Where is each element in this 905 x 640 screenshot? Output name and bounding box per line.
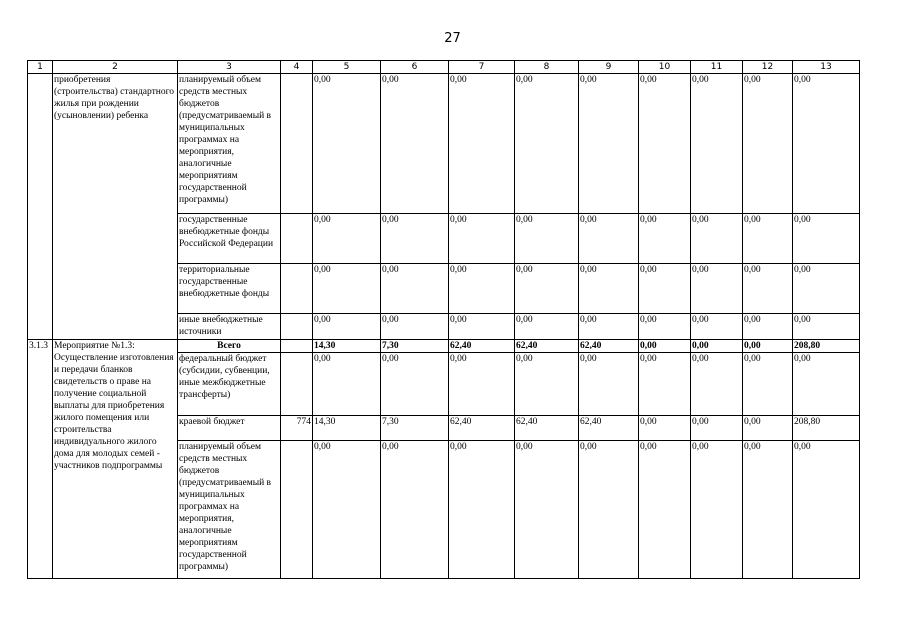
value-cell: 0,00 <box>579 441 639 579</box>
value-cell: 0,00 <box>515 314 579 340</box>
funding-source: государственные внебюджетные фонды Российской Федерации <box>178 214 281 264</box>
value-cell: 0,00 <box>639 441 691 579</box>
value-cell: 0,00 <box>313 353 381 416</box>
value-cell: 0,00 <box>381 353 449 416</box>
budget-code <box>281 74 313 214</box>
value-cell: 0,00 <box>313 214 381 264</box>
value-cell: 0,00 <box>515 353 579 416</box>
column-header: 4 <box>281 61 313 74</box>
table-row-total <box>28 340 860 353</box>
value-cell: 62,40 <box>515 340 579 353</box>
value-cell: 208,80 <box>793 416 860 441</box>
value-cell: 0,00 <box>793 441 860 579</box>
funding-source: планируемый объем средств местных бюджетов (предусматриваемый в муниципальных программах на мероприятия, аналогичные мероприятиям государственной программы) <box>178 441 281 579</box>
table-row <box>28 74 860 214</box>
row-number-cell <box>28 74 53 340</box>
column-header: 2 <box>53 61 178 74</box>
value-cell: 0,00 <box>793 214 860 264</box>
funding-source: иные внебюджетные источники <box>178 314 281 340</box>
funding-source: планируемый объем средств местных бюджетов (предусматриваемый в муниципальных программах на мероприятия, аналогичные мероприятиям государственной программы) <box>178 74 281 214</box>
value-cell: 7,30 <box>381 416 449 441</box>
value-cell: 0,00 <box>639 214 691 264</box>
value-cell: 0,00 <box>515 214 579 264</box>
value-cell: 0,00 <box>381 74 449 214</box>
column-header: 10 <box>639 61 691 74</box>
budget-table <box>27 60 860 579</box>
funding-source: краевой бюджет <box>178 416 281 441</box>
value-cell: 62,40 <box>449 416 515 441</box>
column-header: 6 <box>381 61 449 74</box>
value-cell: 0,00 <box>743 441 793 579</box>
funding-source: территориальные государственные внебюджетные фонды <box>178 264 281 314</box>
value-cell: 0,00 <box>579 214 639 264</box>
value-cell: 0,00 <box>691 353 743 416</box>
value-cell: 0,00 <box>515 441 579 579</box>
budget-code <box>281 314 313 340</box>
value-cell: 0,00 <box>743 340 793 353</box>
value-cell: 0,00 <box>449 441 515 579</box>
budget-code <box>281 353 313 416</box>
value-cell: 62,40 <box>579 416 639 441</box>
value-cell: 0,00 <box>743 74 793 214</box>
value-cell: 62,40 <box>515 416 579 441</box>
value-cell: 0,00 <box>691 441 743 579</box>
value-cell: 0,00 <box>743 416 793 441</box>
column-header: 13 <box>793 61 860 74</box>
budget-code <box>281 340 313 353</box>
value-cell: 0,00 <box>691 74 743 214</box>
value-cell: 62,40 <box>449 340 515 353</box>
value-cell: 0,00 <box>381 264 449 314</box>
column-header-row <box>28 61 860 74</box>
value-cell: 0,00 <box>579 74 639 214</box>
value-cell: 0,00 <box>639 416 691 441</box>
column-header: 3 <box>178 61 281 74</box>
value-cell: 0,00 <box>691 264 743 314</box>
measure-description: приобретения (строительства) стандартного жилья при рождении (усыновлении) ребенка <box>53 74 178 340</box>
value-cell: 0,00 <box>515 264 579 314</box>
value-cell: 0,00 <box>691 340 743 353</box>
value-cell: 0,00 <box>449 353 515 416</box>
value-cell: 0,00 <box>449 314 515 340</box>
budget-code: 774 <box>281 416 313 441</box>
row-number-cell: 3.1.3 <box>28 340 53 579</box>
column-header: 9 <box>579 61 639 74</box>
value-cell: 0,00 <box>743 214 793 264</box>
value-cell: 0,00 <box>579 264 639 314</box>
value-cell: 0,00 <box>639 353 691 416</box>
value-cell: 14,30 <box>313 416 381 441</box>
value-cell: 0,00 <box>381 441 449 579</box>
value-cell: 208,80 <box>793 340 860 353</box>
column-header: 1 <box>28 61 53 74</box>
value-cell: 0,00 <box>743 353 793 416</box>
budget-code <box>281 264 313 314</box>
value-cell: 0,00 <box>579 314 639 340</box>
value-cell: 0,00 <box>639 314 691 340</box>
value-cell: 0,00 <box>381 314 449 340</box>
value-cell: 0,00 <box>793 74 860 214</box>
value-cell: 0,00 <box>793 314 860 340</box>
value-cell: 0,00 <box>639 340 691 353</box>
value-cell: 0,00 <box>691 416 743 441</box>
measure-description: Мероприятие №1.3: Осуществление изготовления и передачи бланков свидетельств о праве на получение социальной выплаты для приобретения жилого помещения или строительства индивидуального жилого дома для молодых семей - участников подпрограммы <box>53 340 178 579</box>
value-cell: 0,00 <box>793 264 860 314</box>
value-cell: 0,00 <box>515 74 579 214</box>
value-cell: 0,00 <box>449 214 515 264</box>
value-cell: 0,00 <box>579 353 639 416</box>
value-cell: 0,00 <box>449 74 515 214</box>
value-cell: 0,00 <box>743 314 793 340</box>
value-cell: 0,00 <box>691 314 743 340</box>
value-cell: 0,00 <box>381 214 449 264</box>
column-header: 11 <box>691 61 743 74</box>
page-number: 27 <box>444 31 461 46</box>
budget-code <box>281 214 313 264</box>
value-cell: 0,00 <box>691 214 743 264</box>
column-header: 5 <box>313 61 381 74</box>
value-cell: 62,40 <box>579 340 639 353</box>
value-cell: 0,00 <box>449 264 515 314</box>
value-cell: 14,30 <box>313 340 381 353</box>
column-header: 7 <box>449 61 515 74</box>
funding-source: федеральный бюджет (субсидии, субвенции, иные межбюджетные трансферты) <box>178 353 281 416</box>
funding-source: Всего <box>178 340 281 353</box>
value-cell: 0,00 <box>313 74 381 214</box>
value-cell: 0,00 <box>793 353 860 416</box>
value-cell: 7,30 <box>381 340 449 353</box>
value-cell: 0,00 <box>743 264 793 314</box>
column-header: 12 <box>743 61 793 74</box>
value-cell: 0,00 <box>639 74 691 214</box>
column-header: 8 <box>515 61 579 74</box>
value-cell: 0,00 <box>639 264 691 314</box>
value-cell: 0,00 <box>313 441 381 579</box>
value-cell: 0,00 <box>313 264 381 314</box>
value-cell: 0,00 <box>313 314 381 340</box>
budget-code <box>281 441 313 579</box>
